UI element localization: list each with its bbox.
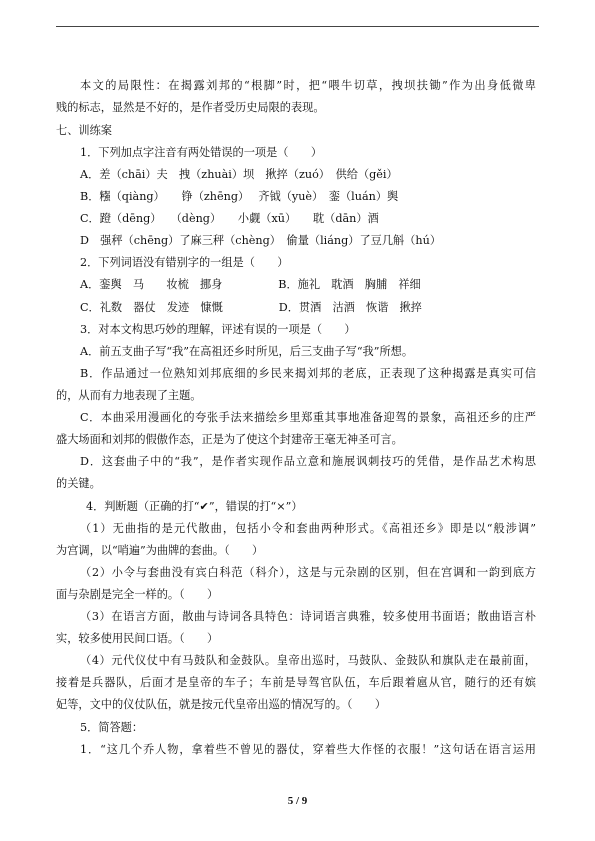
question-stem: 5．简答题：	[80, 721, 144, 734]
paragraph-line: 贱的标志，显然是不好的，是作者受历史局限的表现。	[56, 101, 325, 114]
option-line: D 强秤（chēng）了麻三秤（chèng） 偷量（liáng）了豆几斛（hú）	[80, 234, 442, 247]
option-line: A．前五支曲子写“我”在高祖还乡时所见，后三支曲子写“我”所想。	[80, 345, 414, 358]
judgment-item: （1）无曲指的是元代散曲，包括小令和套曲两种形式。《高祖还乡》即是以“般涉调”	[80, 522, 536, 535]
question-stem: 3．对本文构思巧妙的理解，评述有误的一项是（ ）	[80, 323, 356, 336]
option-line: C．蹬（dēng） （dèng） 小觑（xū） 耽（dān）酒	[80, 212, 379, 225]
option-line: 的关键。	[56, 477, 101, 490]
paragraph-line: 本文的局限性：在揭露刘邦的“根脚”时，把“喂牛切草，拽坝扶锄”作为出身低微卑	[80, 79, 536, 92]
option-line: C．本曲采用漫画化的夸张手法来描绘乡里郑重其事地准备迎驾的景象，高祖还乡的庄严	[80, 411, 536, 424]
judgment-item: 实，较多使用民间口语。（ ）	[56, 632, 219, 645]
page-number: 5 / 9	[287, 795, 308, 807]
judgment-item: 为宫调，以“哨遍”为曲牌的套曲。（ ）	[56, 544, 264, 557]
option-line: D．这套曲子中的“我”，是作者实现作品立意和施展讽刺技巧的凭借，是作品艺术构思	[80, 455, 536, 468]
question-stem: 2．下列词语没有错别字的一组是（ ）	[80, 256, 289, 269]
judgment-item: 妃等，文中的仪仗队伍，就是按元代皇帝出巡的情况写的。（ ）	[56, 698, 387, 711]
judgment-item: （2）小令与套曲没有宾白科范（科介），这是与元杂剧的区别，但在宫调和一韵到底方	[80, 566, 536, 579]
judgment-item: 接着是兵器队，后面才是皇帝的车子；车前是导驾官队伍，车后跟着扈从官，随行的还有嫔	[56, 676, 536, 689]
question-stem: 1．下列加点字注音有两处错误的一项是（ ）	[80, 146, 323, 159]
option-line: 盛大场面和刘邦的假傲作态，正是为了使这个封建帝王毫无神圣可言。	[56, 433, 403, 446]
judgment-item: （4）元代仪仗中有马鼓队和金鼓队。皇帝出巡时，马鼓队、金鼓队和旗队走在最前面，	[80, 654, 536, 667]
judgment-item: 面与杂剧是完全一样的。（ ）	[56, 588, 219, 601]
option-line: B．作品通过一位熟知刘邦底细的乡民来揭刘邦的老底，正表现了这种揭露是真实可信	[80, 367, 536, 380]
option-line: B．糨（qiàng） 铮（zhēng） 齐钺（yuè） 銮（luán）舆	[80, 190, 399, 203]
header-rule	[56, 26, 539, 27]
option-line: A．差（chāi）夫 拽（zhuài）坝 揪捽（zuó） 供给（gěi）	[80, 168, 398, 181]
question-stem: 1．“这几个乔人物，拿着些不曾见的器仗，穿着些大作怪的衣服！”这句话在语言运用	[80, 743, 536, 756]
question-stem: 4．判断题（正确的打“✔”，错误的打“×”）	[86, 500, 303, 513]
judgment-item: （3）在语言方面，散曲与诗词各具特色：诗词语言典雅，较多使用书面语；散曲语言朴	[80, 610, 536, 623]
section-heading: 七、训练案	[56, 124, 112, 137]
option-line: C．礼数 器仗 发迹 慷慨 D．贯酒 沽酒 恢谐 揪捽	[80, 301, 422, 314]
option-line: 的，从而有力地表现了主题。	[56, 389, 202, 402]
option-line: A．銮舆 马 妆梳 挪身 B．施礼 耽酒 胸脯 祥细	[80, 278, 421, 291]
